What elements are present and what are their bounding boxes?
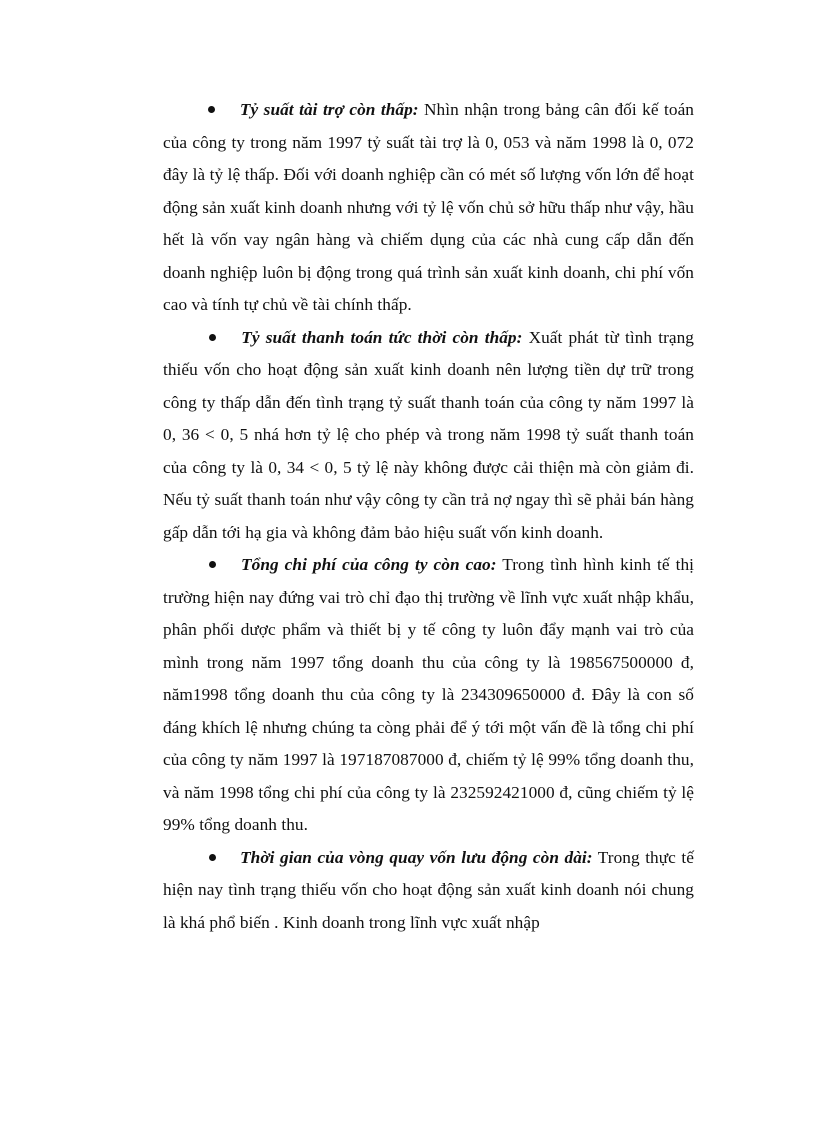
paragraph-text: Trong thực tế hiện nay tình trạng thiếu vốn cho hoạt động sản xuất kinh doanh nói chung là khá phổ biến . Kinh doanh trong lĩnh vực xuất nhập xyxy=(163,847,694,932)
paragraph-liquidity-ratio xyxy=(163,322,694,550)
paragraph-total-cost xyxy=(163,549,694,842)
bullet-icon xyxy=(209,561,216,568)
paragraph-text: Trong tình hình kinh tế thị trường hiện nay đứng vai trò chỉ đạo thị trường về lĩnh vực xuất nhập khẩu, phân phối dược phẩm và thiết bị y tế công ty luôn đẩy mạnh vai trò của mình trong năm 1997 tổng doanh thu của công ty là 198567500000 đ, năm1998 tổng doanh thu của công ty là 234309650000 đ. Đây là con số đáng khích lệ nhưng chúng ta còng phải để ý tới một vấn đề là tổng chi phí của công ty năm 1997 là 197187087000 đ, chiếm tỷ lệ 99% tổng doanh thu, và năm 1998 tổng chi phí của công ty là 232592421000 đ, cũng chiếm tỷ lệ 99% tổng doanh thu. xyxy=(163,555,695,834)
bullet-icon xyxy=(209,334,216,341)
paragraph-text: Nhìn nhận trong bảng cân đối kế toán của công ty trong năm 1997 tỷ suất tài trợ là 0, 053 và năm 1998 là 0, 072 đây là tỷ lệ thấp. Đối với doanh nghiệp cần có mét số lượng vốn lớn để hoạt động sản xuất kinh doanh nhưng với tỷ lệ vốn chủ sở hữu thấp như vậy, hầu hết là vốn vay ngân hàng và chiếm dụng của các nhà cung cấp dẫn đến doanh nghiệp luôn bị động trong quá trình sản xuất kinh doanh, chi phí vốn cao và tính tự chủ về tài chính thấp. xyxy=(163,100,694,314)
document-body xyxy=(163,94,694,939)
paragraph-heading: Thời gian của vòng quay vốn lưu động còn dài: xyxy=(240,847,593,867)
paragraph-heading: Tổng chi phí của công ty còn cao: xyxy=(241,555,497,574)
bullet-icon xyxy=(209,854,216,861)
paragraph-funding-ratio xyxy=(163,94,694,322)
paragraph-text: Xuất phát từ tình trạng thiếu vốn cho hoạt động sản xuất kinh doanh nên lượng tiền dự trữ trong công ty thấp dẫn đến tình trạng tỷ suất thanh toán của công ty năm 1997 là 0, 36 < 0, 5 nhá hơn tỷ lệ cho phép và trong năm 1998 tỷ suất thanh toán của công ty là 0, 34 < 0, 5 tỷ lệ này không được cải thiện mà còn giảm đi. Nếu tỷ suất thanh toán như vậy công ty cần trả nợ ngay thì sẽ phải bán hàng gấp dẫn tới hạ gia và không đảm bảo hiệu suất vốn kinh doanh. xyxy=(163,327,694,542)
paragraph-heading: Tỷ suất thanh toán tức thời còn thấp: xyxy=(241,327,523,347)
paragraph-working-capital-turnover xyxy=(163,842,694,940)
bullet-icon xyxy=(208,106,215,113)
paragraph-heading: Tỷ suất tài trợ còn thấp: xyxy=(239,100,419,119)
